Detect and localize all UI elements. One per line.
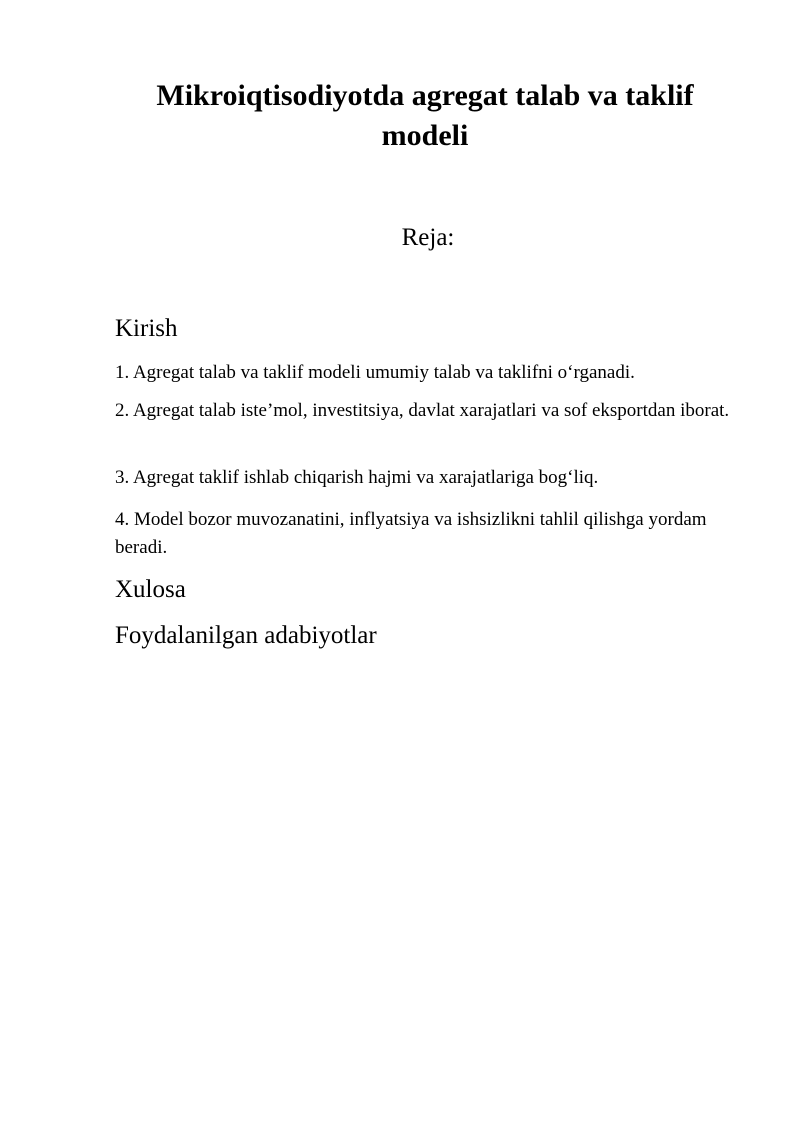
plan-item: 1. Agregat talab va taklif modeli umumiy talab va taklifni o‘rganadi.: [115, 362, 635, 383]
intro-heading: Kirish: [115, 315, 178, 342]
references-heading: Foydalanilgan adabiyotlar: [115, 622, 377, 649]
plan-item: 4. Model bozor muvozanatini, inflyatsiya va ishsizlikni tahlil qilishga yordam beradi.: [115, 509, 707, 558]
plan-heading: Reja:: [401, 224, 455, 251]
plan-item: 3. Agregat taklif ishlab chiqarish hajmi va xarajatlariga bog‘liq.: [115, 467, 599, 488]
document-title: Mikroiqtisodiyotda agregat talab va taklif modeli: [156, 79, 694, 152]
plan-item: 2. Agregat talab iste’mol, investitsiya, davlat xarajatlari va sof eksportdan iborat.: [115, 400, 730, 421]
conclusion-heading: Xulosa: [115, 576, 186, 603]
